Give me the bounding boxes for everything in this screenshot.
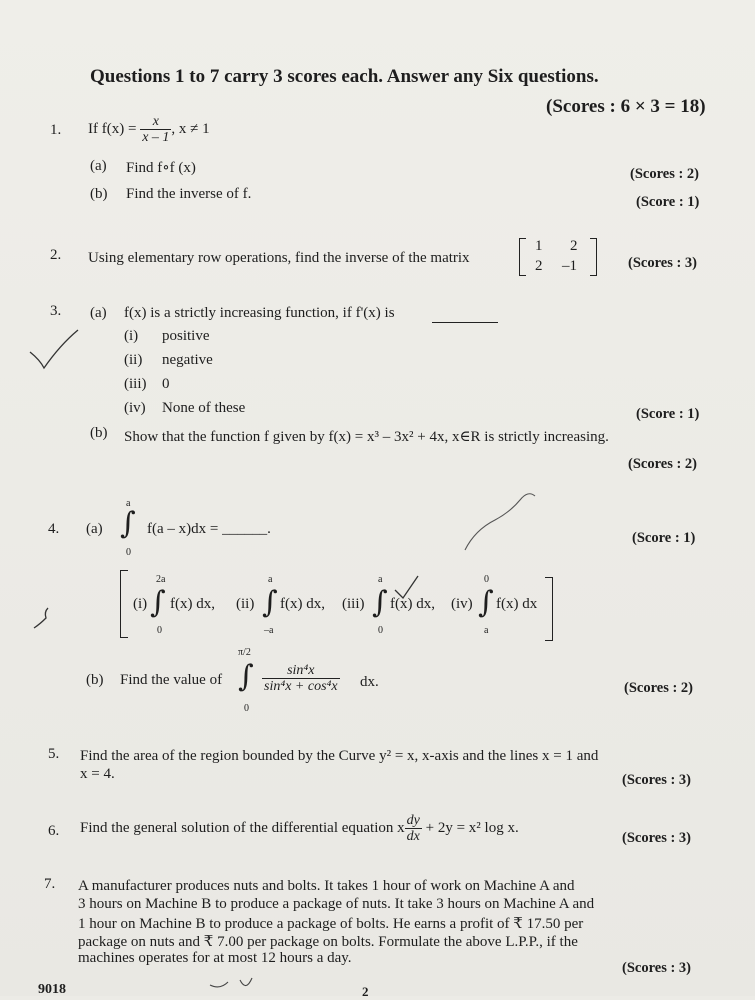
matrix-a11: 1 (535, 238, 543, 254)
q4-choice-1-integral: ∫ (150, 585, 166, 620)
q7-line-4: package on nuts and ₹ 7.00 per package on bolts. Formulate the above L.P.P., if the (78, 934, 578, 950)
q4-choice-2-body: f(x) dx, (280, 596, 325, 612)
q3a-label: (a) (90, 305, 107, 321)
q7-line-3: 1 hour on Machine B to produce a package of bolts. He earns a profit of ₹ 17.50 per (78, 916, 584, 932)
q4-choice-2-label: (ii) (236, 596, 255, 612)
q7-score: (Scores : 3) (622, 960, 691, 976)
paper-code: 9018 (38, 982, 66, 997)
q2-score: (Scores : 3) (628, 255, 697, 271)
q6-score: (Scores : 3) (622, 830, 691, 846)
q4-choice-1-label: (i) (133, 596, 148, 612)
q3-option-1-label: (i) (124, 328, 139, 344)
q6-frac-den: dx (406, 829, 420, 844)
q3-option-3-text: 0 (162, 376, 170, 392)
q4-choice-2-lower: –a (264, 625, 274, 636)
q3-option-4-label: (iv) (124, 400, 146, 416)
q6-frac-num: dy (406, 813, 420, 828)
tick-choice-iii (395, 576, 418, 598)
q4-choice-2-integral: ∫ (262, 585, 278, 620)
checkmark-q4 (34, 608, 48, 628)
q4-choice-4-label: (iv) (451, 596, 473, 612)
q4-choice-1-body: f(x) dx, (170, 596, 215, 612)
q1b-text: Find the inverse of f. (126, 186, 252, 202)
q4-choice-3-integral: ∫ (372, 585, 388, 620)
q3-option-1-text: positive (162, 328, 210, 344)
q4-choice-4-body: f(x) dx (496, 596, 538, 612)
instructions-heading: Questions 1 to 7 carry 3 scores each. Answer any Six questions. (90, 66, 599, 87)
matrix-a12: 2 (570, 238, 578, 254)
q5-number: 5. (48, 746, 60, 762)
q4-choice-3-lower: 0 (378, 625, 383, 636)
q4b-label: (b) (86, 672, 104, 688)
q1-frac-den: x – 1 (142, 130, 170, 145)
q4a-integrand: f(a – x)dx = ______. (147, 521, 271, 537)
q6-suffix: + 2y = x² log x. (421, 819, 519, 836)
q1-frac-num: x (140, 114, 171, 130)
q4a-lower-limit: 0 (126, 547, 131, 558)
q4b-frac-num: sin⁴x (262, 663, 340, 679)
q1b-label: (b) (90, 186, 108, 202)
q4-choice-4-integral: ∫ (478, 585, 494, 620)
q3a-text: f(x) is a strictly increasing function, if f'(x) is (124, 305, 395, 321)
q4-choice-1-lower: 0 (157, 625, 162, 636)
q7-number: 7. (44, 876, 56, 892)
q4b-frac-den: sin⁴x + cos⁴x (264, 679, 338, 694)
q1b-score: (Score : 1) (636, 194, 700, 210)
matrix-a22: –1 (562, 258, 577, 274)
q7-line-2: 3 hours on Machine B to produce a package of nuts. It take 3 hours on Machine A and (78, 896, 595, 912)
q3b-text: Show that the function f given by f(x) = x³ – 3x² + 4x, x∈R is strictly increasing. (124, 429, 609, 445)
q4b-text: Find the value of (120, 672, 223, 688)
q4b-score: (Scores : 2) (624, 680, 693, 696)
q4-choice-2-upper: a (268, 574, 273, 585)
page-number: 2 (362, 984, 369, 999)
q4-choice-3-label: (iii) (342, 596, 365, 612)
q3-option-4-text: None of these (162, 400, 246, 416)
q5-line2: x = 4. (80, 766, 115, 782)
q1a-label: (a) (90, 158, 107, 174)
q4b-upper-limit: π/2 (238, 647, 251, 658)
q3a-score: (Score : 1) (636, 406, 700, 422)
matrix-a21: 2 (535, 258, 543, 274)
q4a-upper-limit: a (126, 498, 131, 509)
checkmark-q3 (30, 330, 78, 368)
q1-stem-prefix: If f(x) = (88, 120, 141, 137)
q1-stem-suffix: , x ≠ 1 (171, 120, 210, 137)
q3-number: 3. (50, 303, 62, 319)
q4-choice-4-upper: 0 (484, 574, 489, 585)
q4a-integral-sign: ∫ (120, 506, 136, 541)
q6-number: 6. (48, 823, 60, 839)
q4-choice-3-upper: a (378, 574, 383, 585)
q4-number: 4. (48, 521, 60, 537)
q5-score: (Scores : 3) (622, 772, 691, 788)
q1a-score: (Scores : 2) (630, 166, 699, 182)
q7-line-5: machines operates for at most 12 hours a day. (78, 950, 352, 966)
scribble-q4 (465, 494, 535, 550)
q5-line1: Find the area of the region bounded by the Curve y² = x, x-axis and the lines x = 1 and (80, 748, 599, 764)
q4-choice-1-upper: 2a (156, 574, 166, 585)
q3-option-3-label: (iii) (124, 376, 147, 392)
q1a-text: Find f∘f (x) (126, 160, 196, 176)
q4-choice-4-lower: a (484, 625, 489, 636)
scribble-footer (210, 978, 252, 987)
q4b-integral-sign: ∫ (238, 659, 254, 694)
q4b-lower-limit: 0 (244, 703, 249, 714)
q3-option-2-label: (ii) (124, 352, 143, 368)
q4a-score: (Score : 1) (632, 530, 696, 546)
q4-choice-3-body: f(x) dx, (390, 596, 435, 612)
q1-number: 1. (50, 122, 62, 138)
q3-option-2-text: negative (162, 352, 213, 368)
q4a-label: (a) (86, 521, 103, 537)
q7-line-1: A manufacturer produces nuts and bolts. It takes 1 hour of work on Machine A and (78, 878, 575, 894)
q2-text: Using elementary row operations, find the inverse of the matrix (88, 250, 470, 266)
q2-number: 2. (50, 247, 62, 263)
q3b-score: (Scores : 2) (628, 456, 697, 472)
q4b-dx: dx. (360, 674, 379, 690)
q6-prefix: Find the general solution of the differential equation x (80, 819, 405, 836)
q3b-label: (b) (90, 425, 108, 441)
total-scores: (Scores : 6 × 3 = 18) (546, 96, 706, 117)
